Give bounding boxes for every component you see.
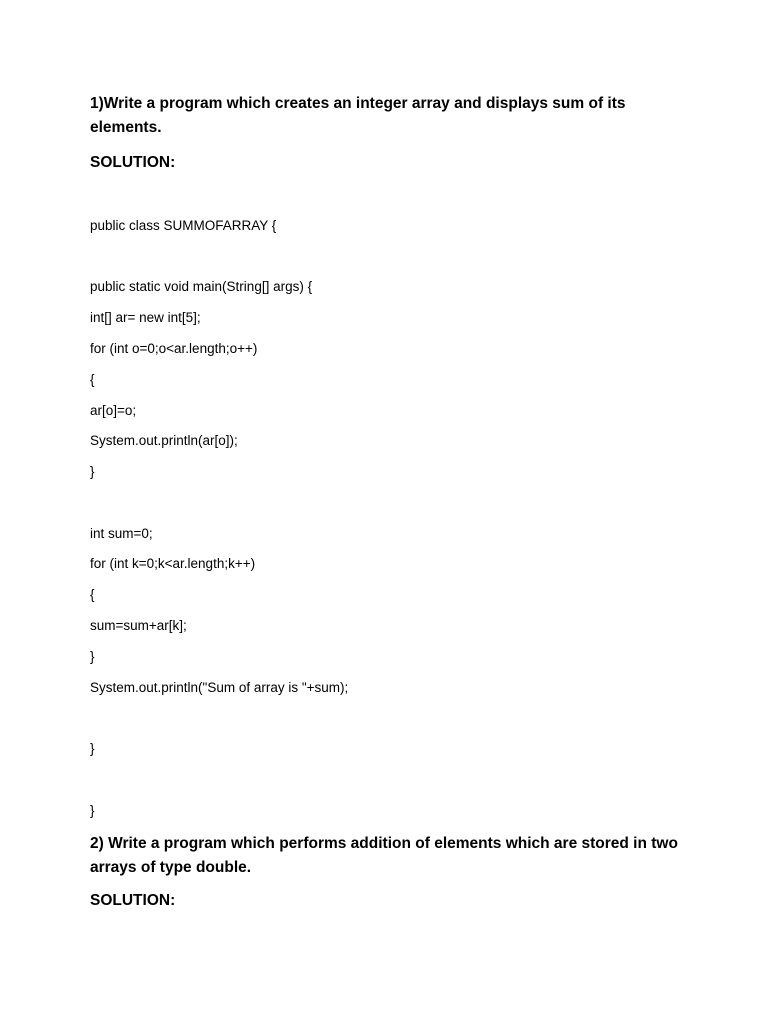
code-line: public class SUMMOFARRAY { — [90, 218, 277, 233]
code-line: for (int o=0;o<ar.length;o++) — [90, 341, 258, 356]
question-2-heading: 2) Write a program which performs addition of elements which are stored in two arrays of type double. — [90, 835, 678, 876]
code-line: public static void main(String[] args) { — [90, 279, 313, 294]
code-line: { — [90, 587, 95, 602]
code-line: ar[o]=o; — [90, 403, 137, 418]
code-line: } — [90, 649, 95, 664]
question-1-solution-label: SOLUTION: — [90, 154, 176, 171]
code-line: } — [90, 464, 95, 479]
question-2-solution-label: SOLUTION: — [90, 892, 176, 909]
code-line: } — [90, 741, 95, 756]
code-line: sum=sum+ar[k]; — [90, 618, 187, 633]
code-line: int[] ar= new int[5]; — [90, 310, 201, 325]
code-line: System.out.println(ar[o]); — [90, 433, 238, 448]
code-line: for (int k=0;k<ar.length;k++) — [90, 556, 256, 571]
code-line: int sum=0; — [90, 526, 153, 541]
question-1-heading: 1)Write a program which creates an integer array and displays sum of its elements. — [90, 95, 626, 136]
code-line: { — [90, 372, 95, 387]
code-line: System.out.println("Sum of array is "+sum); — [90, 680, 349, 695]
code-line: } — [90, 803, 95, 818]
